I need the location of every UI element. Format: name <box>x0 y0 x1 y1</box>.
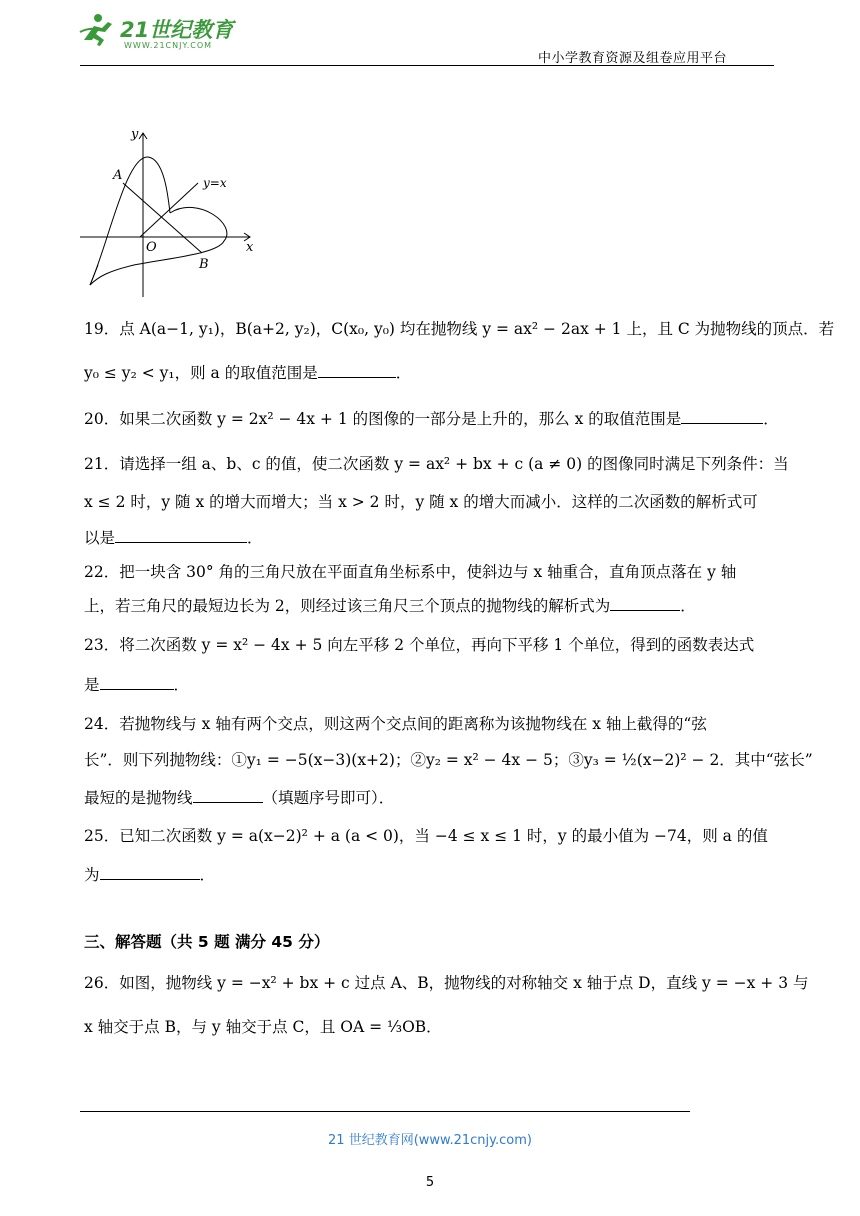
question-24-line-3 <box>84 786 394 808</box>
question-21-line-2: x ≤ 2 时，y 随 x 的增大而增大；当 x > 2 时，y 随 x 的增大而减小．这样的二次函数的解析式可 <box>84 493 758 511</box>
label-y-axis: y <box>131 127 139 142</box>
question-19-line-1: 19．点 A(a−1, y₁)，B(a+2, y₂)，C(x₀, y₀) 均在抛物线 y = ax² − 2ax + 1 上，且 C 为抛物线的顶点．若 <box>84 320 835 338</box>
question-26-line-1: 26．如图，抛物线 y = −x² + bx + c 过点 A、B，抛物线的对称轴交 x 轴于点 D，直线 y = −x + 3 与 <box>84 974 809 992</box>
footer-divider <box>80 1111 690 1112</box>
line-y-equals-x <box>140 183 198 237</box>
logo-21cnjy <box>78 10 243 52</box>
q25-text: 为 <box>84 866 100 884</box>
question-24-line-2: 长”．则下列抛物线：①y₁ = −5(x−3)(x+2)；②y₂ = x² − 4x − 5；③y₃ = ½(x−2)² − 2．其中“弦长” <box>84 751 813 769</box>
question-25-line-1: 25．已知二次函数 y = a(x−2)² + a (a < 0)，当 −4 ≤ x ≤ 1 时，y 的最小值为 −74，则 a 的值 <box>84 827 768 845</box>
logo-url-text: WWW.21CNJY.COM <box>124 41 213 50</box>
q25-period: ． <box>199 866 216 884</box>
q19-period: ． <box>395 364 412 382</box>
question-24-line-1: 24．若抛物线与 x 轴有两个交点，则这两个交点间的距离称为该抛物线在 x 轴上截得的“弦 <box>84 715 707 733</box>
q19-answer-blank[interactable] <box>318 363 396 378</box>
q21-text: 以是 <box>84 529 116 547</box>
question-19-line-2 <box>84 361 411 383</box>
question-21-line-1: 21．请选择一组 a、b、c 的值，使二次函数 y = ax² + bx + c (a ≠ 0) 的图像同时满足下列条件：当 <box>84 455 789 473</box>
q22-answer-blank[interactable] <box>610 596 680 611</box>
label-line-y-eq-x: y=x <box>203 176 227 190</box>
q22-text: 上，若三角尺的最短边长为 2，则经过该三角尺三个顶点的抛物线的解析式为 <box>84 597 611 615</box>
question-20 <box>84 407 779 429</box>
segment-AB <box>123 183 202 253</box>
runner-logo-icon <box>80 14 112 46</box>
page-number: 5 <box>425 1175 435 1190</box>
question-21-line-3 <box>84 526 263 548</box>
q21-period: ． <box>247 529 263 547</box>
q23-text: 是 <box>84 676 100 694</box>
label-origin-O: O <box>146 240 157 255</box>
q24-text: 最短的是抛物线 <box>84 789 193 807</box>
label-point-A: A <box>113 168 123 183</box>
question-22-line-2 <box>84 594 696 616</box>
q19-text: y₀ ≤ y₂ < y₁，则 a 的取值范围是 <box>84 364 318 382</box>
footer-site-link[interactable]: 21 世纪教育网(www.21cnjy.com) <box>328 1133 532 1148</box>
question-22-line-1: 22．把一块含 30° 角的三角尺放在平面直角坐标系中，使斜边与 x 轴重合，直角顶点落在 y 轴 <box>84 563 737 581</box>
q20-text: 20．如果二次函数 y = 2x² − 4x + 1 的图像的一部分是上升的，那么 x 的取值范围是 <box>84 410 682 428</box>
label-point-B: B <box>199 257 209 272</box>
label-x-axis: x <box>246 240 254 255</box>
question-25-line-2 <box>84 863 215 885</box>
question-26-line-2: x 轴交于点 B，与 y 轴交于点 C，且 OA = ⅓OB． <box>84 1018 442 1036</box>
question-23-line-2 <box>84 673 189 695</box>
q22-period: ． <box>680 597 696 615</box>
q20-period: ． <box>763 410 779 428</box>
q23-period: ． <box>173 676 190 694</box>
q24-suffix: （填题序号即可）． <box>262 789 395 807</box>
logo-text: 21世纪教育 <box>120 18 234 42</box>
parabola-lower-curve <box>90 207 227 285</box>
q20-answer-blank[interactable] <box>681 409 763 424</box>
q25-answer-blank[interactable] <box>100 865 200 880</box>
question-23-line-1: 23．将二次函数 y = x² − 4x + 5 向左平移 2 个单位，再向下平移 1 个单位，得到的函数表达式 <box>84 636 755 654</box>
q24-answer-blank[interactable] <box>193 788 263 803</box>
header-platform-text: 中小学教育资源及组卷应用平台 <box>538 51 728 66</box>
q23-answer-blank[interactable] <box>100 675 174 690</box>
section-title-answer-questions: 三、解答题（共 5 题 满分 45 分） <box>84 933 330 951</box>
header-divider <box>80 65 774 66</box>
parabola-figure <box>78 125 258 305</box>
q21-answer-blank[interactable] <box>115 528 247 543</box>
